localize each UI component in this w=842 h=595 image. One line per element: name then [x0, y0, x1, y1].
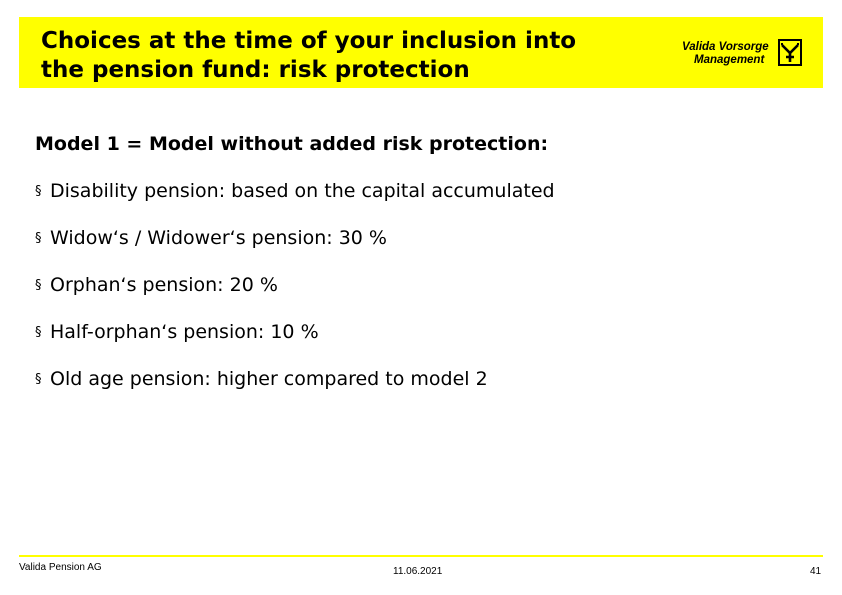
list-item-text: Orphan‘s pension: 20 %: [50, 274, 278, 296]
model-heading: Model 1 = Model without added risk protection:: [35, 133, 549, 155]
raiffeisen-gable-cross-icon: [778, 39, 802, 66]
list-item: [35, 319, 555, 366]
footer-divider: [19, 555, 823, 557]
slide-title-line-1: Choices at the time of your inclusion into: [41, 28, 577, 54]
list-item-text: Old age pension: higher compared to model 2: [50, 368, 488, 390]
title-banner: [19, 17, 823, 88]
list-item-text: Widow‘s / Widower‘s pension: 30 %: [50, 227, 387, 249]
square-bullet-icon: §: [35, 325, 42, 340]
logo-text-line-1: Valida Vorsorge: [682, 41, 769, 53]
company-logo: [682, 41, 807, 71]
logo-text: [682, 41, 769, 67]
square-bullet-icon: §: [35, 278, 42, 293]
list-item: [35, 366, 555, 413]
square-bullet-icon: §: [35, 372, 42, 387]
bullet-list: [35, 178, 555, 413]
list-item-text: Half-orphan‘s pension: 10 %: [50, 321, 319, 343]
list-item: [35, 225, 555, 272]
square-bullet-icon: §: [35, 231, 42, 246]
list-item: [35, 178, 555, 225]
footer-date: 11.06.2021: [393, 566, 443, 577]
list-item: [35, 272, 555, 319]
square-bullet-icon: §: [35, 184, 42, 199]
list-item-text: Disability pension: based on the capital accumulated: [50, 180, 555, 202]
slide-title-line-2: the pension fund: risk protection: [41, 57, 470, 83]
logo-text-line-2: Management: [694, 54, 765, 66]
page-number: 41: [810, 566, 822, 577]
slide-title: [41, 27, 576, 85]
footer-company: Valida Pension AG: [19, 562, 102, 573]
